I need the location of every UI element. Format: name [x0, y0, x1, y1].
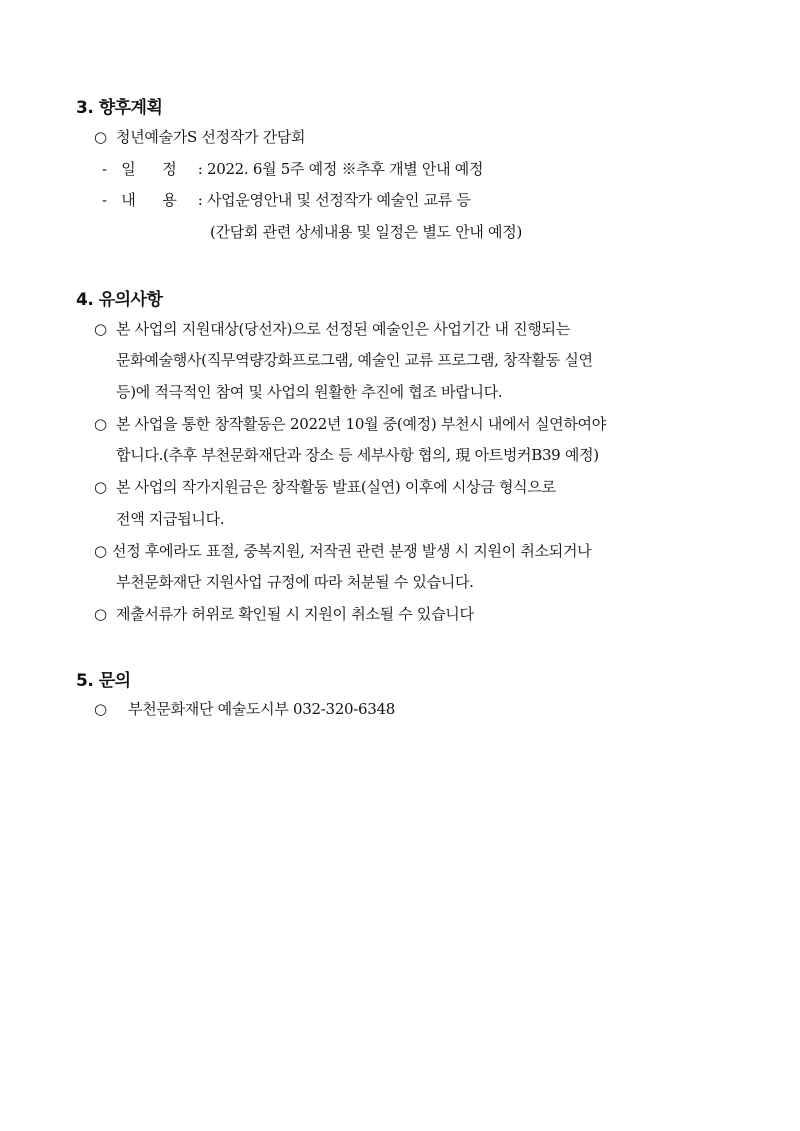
section-3-content	[102, 189, 471, 210]
notice-text: 제출서류가 허위로 확인될 시 지원이 취소될 수 있습니다	[116, 605, 474, 623]
circle-bullet-icon: ○	[94, 128, 107, 146]
notice-item-3-line-1	[94, 476, 556, 497]
schedule-label: 일 정	[121, 160, 177, 178]
circle-bullet-icon: ○	[94, 605, 107, 623]
circle-bullet-icon: ○	[94, 700, 107, 718]
notice-item-5-line-1	[94, 603, 474, 624]
content-label: 내 용	[121, 191, 177, 209]
notice-text: 본 사업의 작가지원금은 창작활동 발표(실연) 이후에 시상금 형식으로	[116, 478, 556, 496]
section-3-note: (간담회 관련 상세내용 및 일정은 별도 안내 예정)	[210, 223, 522, 241]
circle-bullet-icon: ○	[94, 478, 107, 496]
notice-item-2-line-2: 합니다.(추후 부천문화재단과 장소 등 세부사항 협의, 現 아트벙커B39 예정)	[116, 446, 599, 464]
section-3-schedule	[102, 158, 483, 179]
content-text: 사업운영안내 및 선정작가 예술인 교류 등	[206, 191, 471, 209]
notice-item-4-line-1	[94, 540, 591, 561]
section-5-heading: 5. 문의	[76, 671, 131, 691]
section-3-item	[94, 126, 305, 147]
section-3-heading: 3. 향후계획	[76, 98, 163, 118]
notice-item-1-line-1	[94, 318, 570, 339]
notice-text: 본 사업을 통한 창작활동은 2022년 10월 중(예정) 부천시 내에서 실연하여야	[116, 415, 606, 433]
contact-item	[94, 698, 395, 719]
dash-icon: -	[102, 191, 107, 209]
contact-text: 부천문화재단 예술도시부 032-320-6348	[128, 700, 395, 718]
notice-text: 본 사업의 지원대상(당선자)으로 선정된 예술인은 사업기간 내 진행되는	[116, 320, 570, 338]
notice-item-1-line-3: 등)에 적극적인 참여 및 사업의 원활한 추진에 협조 바랍니다.	[116, 383, 503, 401]
schedule-separator: :	[197, 160, 203, 178]
notice-text: 선정 후에라도 표절, 중복지원, 저작권 관련 분쟁 발생 시 지원이 취소되거나	[112, 542, 592, 560]
notice-item-3-line-2: 전액 지급됩니다.	[116, 510, 225, 528]
notice-item-1-line-2: 문화예술행사(직무역량강화프로그램, 예술인 교류 프로그램, 창작활동 실연	[116, 351, 593, 369]
schedule-text: 2022. 6월 5주 예정 ※추후 개별 안내 예정	[206, 160, 484, 178]
circle-bullet-icon: ○	[94, 542, 107, 560]
dash-icon: -	[102, 160, 107, 178]
content-separator: :	[197, 191, 203, 209]
section-4-heading: 4. 유의사항	[76, 290, 163, 310]
section-3-item-text: 청년예술가S 선정작가 간담회	[116, 128, 306, 146]
notice-item-2-line-1	[94, 413, 606, 434]
circle-bullet-icon: ○	[94, 415, 107, 433]
notice-item-4-line-2: 부천문화재단 지원사업 규정에 따라 처분될 수 있습니다.	[116, 573, 474, 591]
circle-bullet-icon: ○	[94, 320, 107, 338]
